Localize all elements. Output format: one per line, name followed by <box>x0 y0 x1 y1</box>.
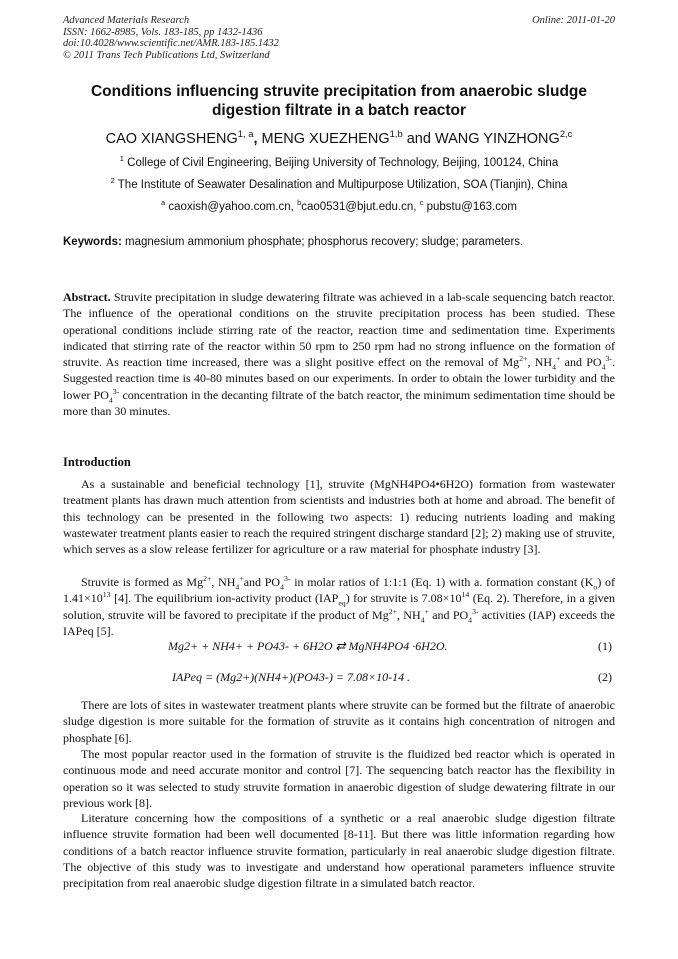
p2-text: and PO <box>243 575 281 589</box>
emails <box>63 198 615 213</box>
p2-sup: 2+ <box>388 606 397 616</box>
affiliation-2-text: The Institute of Seawater Desalination and Multipurpose Utilization, SOA (Tianjin), China <box>117 179 568 191</box>
email-a-sup: a <box>161 198 166 208</box>
author-2-sup: 1,b <box>389 128 403 140</box>
p2-text: (Eq. 2). Therefore, in a given solution, struvite will be favored to precipitate if the product of Mg <box>63 591 615 622</box>
email-3[interactable]: pubstu@163.com <box>426 201 517 213</box>
p2-text: in molar ratios of 1:1:1 (Eq. 1) with a. formation constant (K <box>290 575 594 589</box>
abstract-sup-1: 2+ <box>519 354 528 364</box>
email-c-sup: c <box>419 198 424 208</box>
p2-text: ) of 1.41×10 <box>63 575 615 606</box>
journal-header <box>63 15 615 61</box>
p2-text: Struvite is formed as Mg <box>81 575 204 589</box>
abstract-label: Abstract. <box>63 290 111 304</box>
p2-text: and PO <box>428 607 469 622</box>
p2-sub: 4 <box>468 614 473 624</box>
issn: ISSN: 1662-8985, Vols. 183-185, pp 1432-1436 <box>63 26 263 38</box>
p2-sub: 4 <box>280 582 284 592</box>
abstract-sup-4: 3- <box>112 386 120 396</box>
email-1[interactable]: caoxish@yahoo.com.cn, <box>168 201 298 213</box>
author-1: CAO XIANGSHENG <box>105 131 238 147</box>
abstract-sub-1: 4 <box>552 362 556 372</box>
author-1-sup: 1, a <box>237 128 254 140</box>
title-line-1: Conditions influencing struvite precipitation from anaerobic sludge <box>90 83 588 100</box>
p2-sub: eq <box>338 598 346 608</box>
abstract-text-2: , NH <box>527 355 553 370</box>
author-3-sup: 2,c <box>559 128 573 140</box>
p2-text: , NH <box>211 575 236 589</box>
email-b-sup: b <box>297 198 302 208</box>
affiliation-2 <box>63 176 615 191</box>
equation-1: Mg2+ + NH4+ + PO43- + 6H2O ⇄ MgNH4PO4 ·6H2O. <box>168 639 448 653</box>
affiliation-1 <box>63 154 615 169</box>
introduction-heading: Introduction <box>63 455 131 469</box>
abstract-text-4: . Suggested reaction time is 40-80 minutes based on our experiments. In order to obtain the lower turbidity and the lower PO <box>63 355 615 402</box>
affiliation-2-num: 2 <box>110 176 115 186</box>
intro-paragraph-4: The most popular reactor used in the formation of struvite is the fluidized bed reactor which is operated in continuous mode and need accurate monitor and control [7]. The sequencing batch reactor has the flexibility in operation so it was selected to study struvite formation in anaerobic digestion of sludge dewatering filtrate in our previous work [8]. <box>63 747 615 810</box>
intro-paragraph-1: As a sustainable and beneficial technology [1], struvite (MgNH4PO4•6H2O) formation from wastewater treatment plants has drawn much attention from scientists and industries both at home and abroad. The benefit of this technology can be presented in the following two aspects: 1) reducing nutrients loading and making wastewater treatment plants easier to reach the required stringent discharge standard [2]; 2) making use of struvite, which serves as a slow release fertilizer for agriculture or a raw material for phosphate industry [3]. <box>63 477 615 557</box>
p2-sup: 3- <box>472 606 479 616</box>
p2-sub: 4 <box>420 614 425 624</box>
abstract-sub-3: 4 <box>108 395 113 405</box>
p2-sub: 4 <box>235 582 240 592</box>
p2-text: ) for struvite is 7.08×10 <box>345 591 462 606</box>
email-2[interactable]: cao0531@bjut.edu.cn, <box>301 201 420 213</box>
author-sep-2: and <box>402 131 435 147</box>
author-3: WANG YINZHONG <box>434 131 560 147</box>
copyright: © 2011 Trans Tech Publications Ltd, Switzerland <box>63 49 270 61</box>
author-list <box>63 128 615 147</box>
online-date: Online: 2011-01-20 <box>532 15 615 26</box>
p2-sub: o <box>593 582 598 592</box>
author-sep-1: , <box>253 131 262 147</box>
keywords-text: magnesium ammonium phosphate; phosphorus recovery; sludge; parameters. <box>121 236 524 248</box>
affiliation-1-num: 1 <box>119 154 124 164</box>
author-2: MENG XUEZHENG <box>261 131 390 147</box>
keywords <box>63 236 615 248</box>
abstract-sub-2: 4 <box>601 362 606 372</box>
abstract-sup-2: + <box>555 354 561 364</box>
p2-text: [4]. The equilibrium ion-activity product (IAP <box>110 591 339 606</box>
p2-sup: 2+ <box>203 574 212 583</box>
abstract-text-5: concentration in the decanting filtrate of the batch reactor, the minimum sedimentation time should be more than 30 minutes. <box>63 387 615 419</box>
paper-title <box>63 82 615 120</box>
p2-sup: + <box>424 606 429 616</box>
doi: doi:10.4028/www.scientific.net/AMR.183-185.1432 <box>63 38 279 49</box>
p2-sup: + <box>239 574 244 583</box>
equation-2: IAPeq = (Mg2+)(NH4+)(PO43-) = 7.08×10-14 . <box>172 670 411 684</box>
intro-paragraph-5: Literature concerning how the compositions of a synthetic or a real anaerobic sludge digestion filtrate influence struvite formation had been well documented [8-11]. But there was little information regarding how conditions of a batch reactor influence struvite formation, particularly in real anaerobic sludge digestion filtrate. The objective of this study was to investigate and understand how operational parameters influence struvite precipitation from real anaerobic sludge digestion filtrate in a simulated batch reactor. <box>63 811 615 891</box>
abstract-text-1: Struvite precipitation in sludge dewatering filtrate was achieved in a lab-scale sequencing batch reactor. The influence of the operational conditions on the struvite precipitation process has been studied. These operational conditions include stirring rate of the reactor, reaction time and sedimentation time. Experiments indicated that stirring rate of the reactor within 50 rpm to 250 rpm had no strong influence on the formation of struvite. As reaction time increased, there was a slight positive effect on the removal of Mg <box>63 290 615 370</box>
abstract-sup-3: 3- <box>605 354 612 364</box>
abstract <box>63 289 615 419</box>
p2-sup: 13 <box>102 590 111 600</box>
title-line-2: digestion filtrate in a batch reactor <box>211 102 467 119</box>
p2-text: , NH <box>397 607 421 622</box>
keywords-label: Keywords: <box>63 236 122 248</box>
p2-text: activities (IAP) exceeds the IAPeq [5]. <box>63 607 615 638</box>
p2-sup: 14 <box>461 590 470 600</box>
intro-paragraph-2 <box>63 574 615 639</box>
equation-1-number: (1) <box>598 639 612 653</box>
p2-sup: 3- <box>284 574 291 583</box>
equation-2-number: (2) <box>598 670 612 684</box>
intro-paragraph-3: There are lots of sites in wastewater treatment plants where struvite can be formed but the filtrate of anaerobic sludge digestion is more suitable for the formation of struvite as it contains high concentration of nitrogen and phosphate [6]. <box>63 698 615 745</box>
journal-name: Advanced Materials Research <box>63 15 190 26</box>
affiliation-1-text: College of Civil Engineering, Beijing University of Technology, Beijing, 100124, China <box>127 157 559 169</box>
abstract-text-3: and PO <box>560 355 602 370</box>
